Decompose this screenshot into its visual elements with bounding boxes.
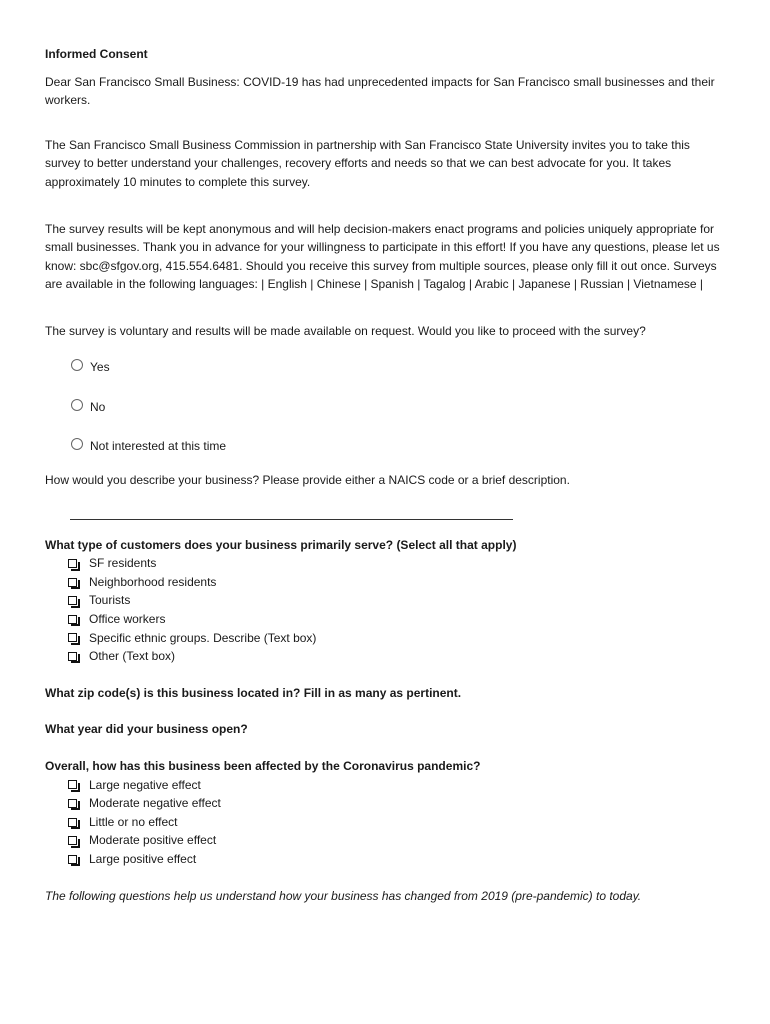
checkbox-option[interactable]	[68, 573, 725, 592]
checkbox-icon[interactable]	[68, 855, 77, 864]
radio-button-icon[interactable]	[71, 438, 83, 450]
intro-paragraph: Dear San Francisco Small Business: COVID-19 has had unprecedented impacts for San Francisco small businesses and their workers.	[45, 74, 715, 108]
checkbox-option[interactable]	[68, 813, 725, 832]
radio-button-icon[interactable]	[71, 399, 83, 411]
checkbox-icon[interactable]	[68, 652, 77, 661]
checkbox-option[interactable]	[68, 554, 725, 573]
radio-option-not-interested[interactable]	[71, 436, 725, 458]
checkbox-option[interactable]	[68, 776, 725, 795]
anonymity-paragraph: The survey results will be kept anonymous and will help decision-makers enact programs and policies uniquely appropriate for small businesses. Thank you in advance for your willingness to participate in this effort! If you have any questions, please let us know: sbc@sfgov.org, 415.554.6481. Should you receive this survey from multiple sources, please only fill it out once. Surveys are available in the following languages: | English | Chinese | Spanish | Tagalog | Arabic | Japanese | Russian | Vietnamese |	[45, 221, 720, 292]
checkbox-icon[interactable]	[68, 818, 77, 827]
checkbox-option[interactable]	[68, 794, 725, 813]
checkbox-icon[interactable]	[68, 596, 77, 605]
checkbox-label: Little or no effect	[89, 814, 178, 829]
checkbox-option[interactable]	[68, 629, 725, 648]
radio-option-no[interactable]	[71, 396, 725, 418]
customers-checklist	[45, 554, 725, 666]
zip-question: What zip code(s) is this business located in? Fill in as many as pertinent.	[45, 685, 462, 700]
checkbox-option[interactable]	[68, 831, 725, 850]
proceed-radio-group	[45, 357, 725, 458]
impact-checklist	[45, 776, 725, 869]
checkbox-icon[interactable]	[68, 799, 77, 808]
survey-document	[45, 45, 725, 905]
checkbox-icon[interactable]	[68, 836, 77, 845]
checkbox-icon[interactable]	[68, 633, 77, 642]
checkbox-option[interactable]	[68, 647, 725, 666]
business-description-answer-line[interactable]	[70, 507, 513, 520]
checkbox-label: Specific ethnic groups. Describe (Text box)	[89, 630, 317, 645]
radio-label: Not interested at this time	[90, 439, 227, 454]
checkbox-label: Large negative effect	[89, 777, 201, 792]
year-question: What year did your business open?	[45, 722, 248, 737]
radio-label: No	[90, 399, 106, 414]
customers-question: What type of customers does your business primarily serve? (Select all that apply)	[45, 537, 517, 552]
checkbox-option[interactable]	[68, 850, 725, 869]
checkbox-option[interactable]	[68, 610, 725, 629]
radio-button-icon[interactable]	[71, 359, 83, 371]
checkbox-option[interactable]	[68, 591, 725, 610]
impact-question: Overall, how has this business been affected by the Coronavirus pandemic?	[45, 758, 481, 773]
partnership-paragraph: The San Francisco Small Business Commission in partnership with San Francisco State University invites you to take this survey to better understand your challenges, recovery efforts and needs so that we can best advocate for you. It takes approximately 10 minutes to complete this survey.	[45, 137, 690, 189]
checkbox-icon[interactable]	[68, 780, 77, 789]
checkbox-label: Office workers	[89, 612, 166, 626]
checkbox-label: Moderate positive effect	[89, 833, 217, 848]
document-heading: Informed Consent	[45, 47, 148, 61]
checkbox-label: Neighborhood residents	[89, 574, 217, 589]
checkbox-label: Tourists	[89, 593, 131, 608]
radio-option-yes[interactable]	[71, 357, 725, 379]
checkbox-label: Other (Text box)	[89, 649, 176, 664]
checkbox-label: Large positive effect	[89, 851, 197, 866]
closing-note: The following questions help us understand how your business has changed from 2019 (pre-pandemic) to today.	[45, 888, 642, 903]
checkbox-label: SF residents	[89, 556, 157, 571]
radio-label: Yes	[90, 360, 110, 375]
checkbox-icon[interactable]	[68, 578, 77, 587]
checkbox-label: Moderate negative effect	[89, 796, 221, 811]
checkbox-icon[interactable]	[68, 615, 77, 624]
proceed-question: The survey is voluntary and results will be made available on request. Would you like to proceed with the survey?	[45, 323, 646, 338]
checkbox-icon[interactable]	[68, 559, 77, 568]
business-description-question: How would you describe your business? Please provide either a NAICS code or a brief description.	[45, 473, 570, 488]
